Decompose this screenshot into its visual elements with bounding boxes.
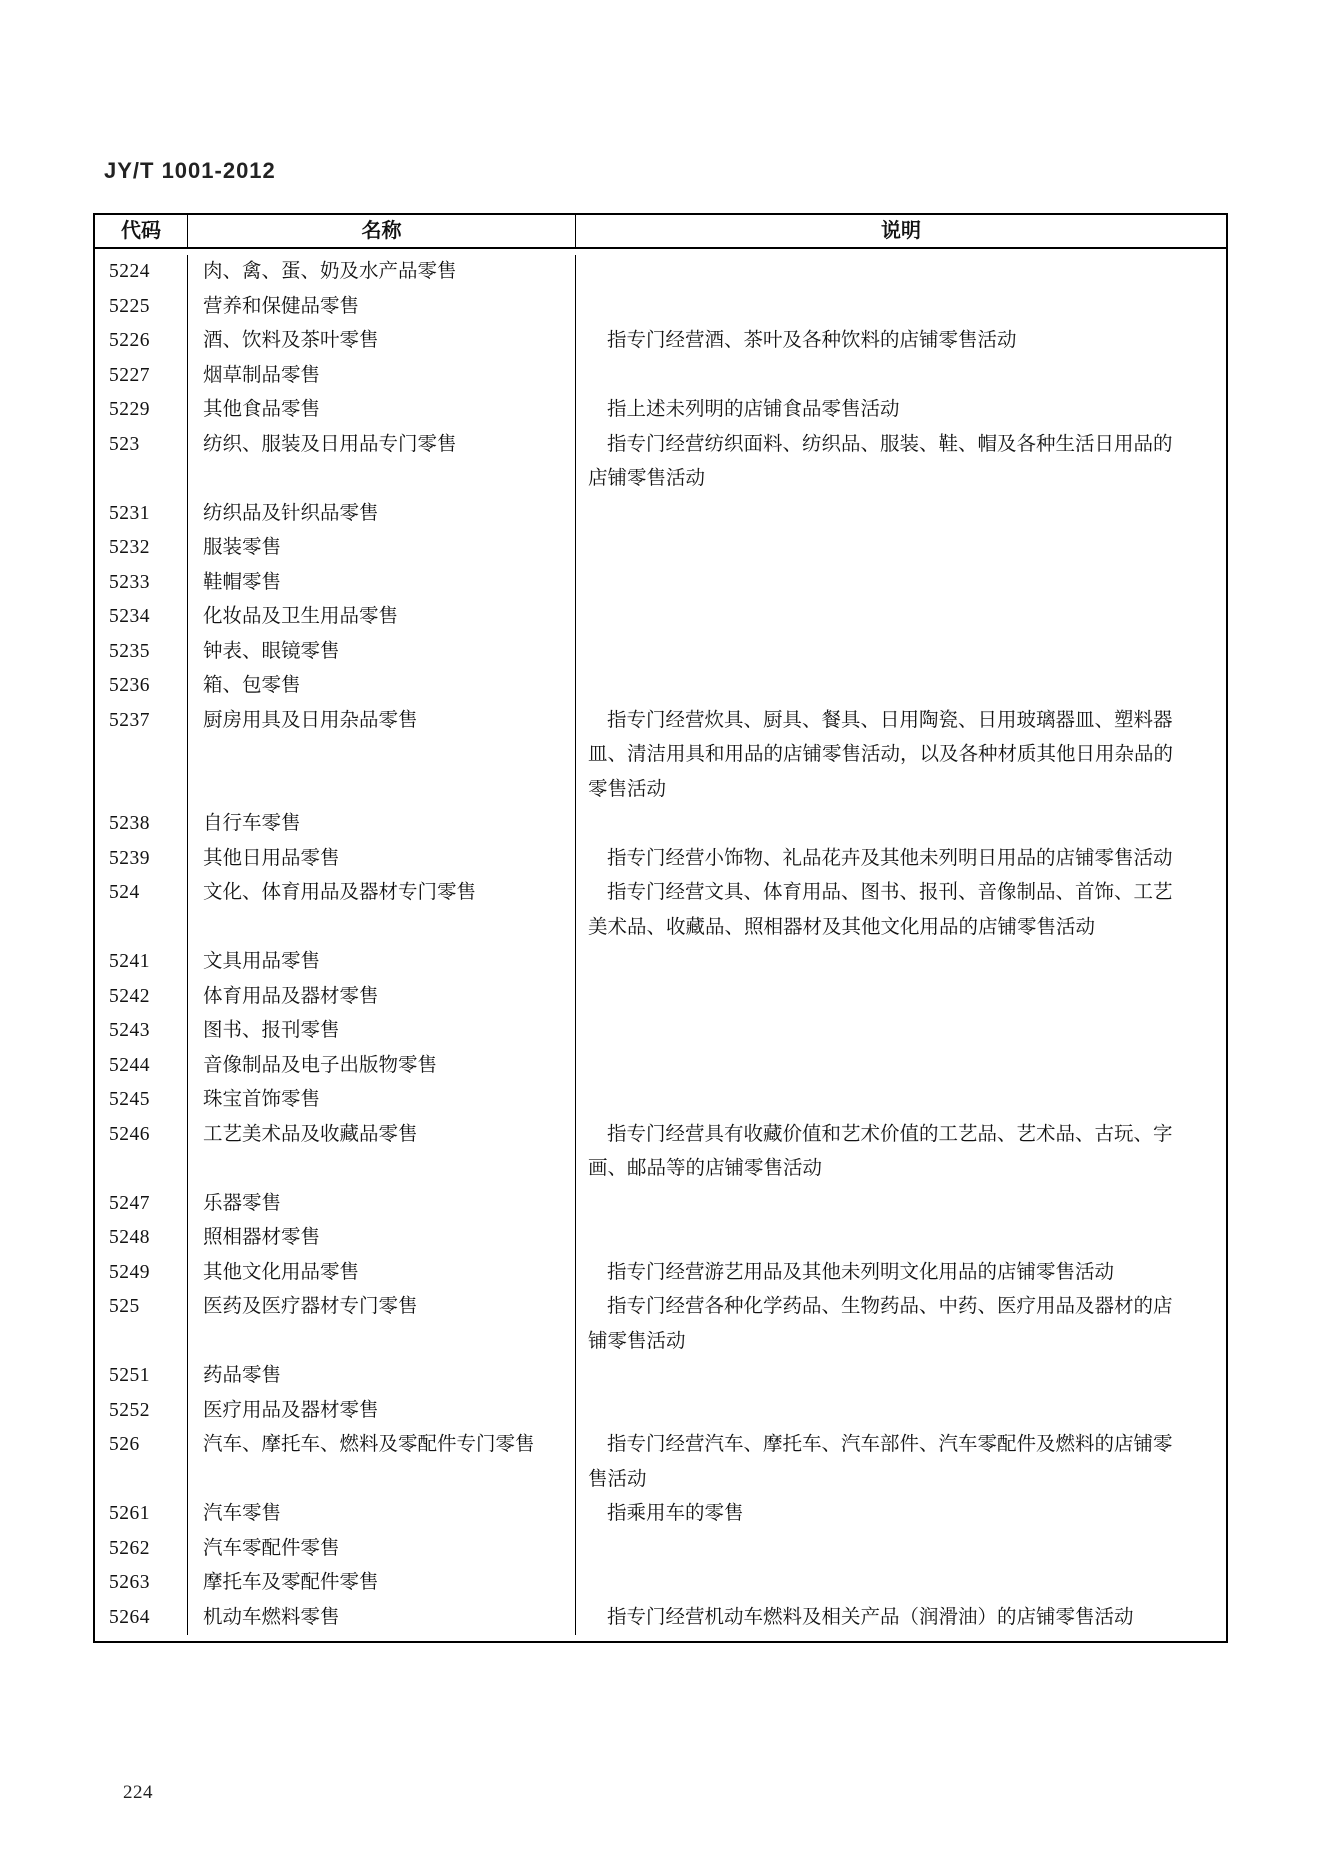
row-name: 汽车、摩托车、燃料及零配件专门零售: [187, 1428, 575, 1497]
row-name: 自行车零售: [187, 807, 575, 842]
row-description: [575, 1083, 1226, 1118]
row-description: [575, 566, 1226, 601]
table-row: [95, 359, 1226, 394]
row-code: 5245: [109, 1089, 150, 1110]
row-description: [575, 842, 1226, 877]
row-code: 5231: [109, 502, 150, 524]
description-line: 指专门经营酒、茶叶及各种饮料的店铺零售活动: [607, 330, 1017, 351]
row-name: 体育用品及器材零售: [187, 980, 575, 1015]
row-code: 5235: [109, 640, 150, 662]
standard-number: JY/T 1001-2012: [104, 158, 276, 183]
description-line: 指专门经营炊具、厨具、餐具、日用陶瓷、日用玻璃器皿、塑料器: [607, 709, 1173, 731]
row-code: 5229: [109, 399, 150, 420]
row-description: [575, 1014, 1226, 1049]
row-description: [575, 876, 1226, 945]
row-code: 5226: [109, 330, 150, 351]
row-code: 5242: [109, 985, 150, 1007]
row-code: 5246: [109, 1123, 150, 1145]
row-code: 5243: [109, 1020, 150, 1041]
row-name: 箱、包零售: [187, 669, 575, 704]
page-number: 224: [123, 1782, 153, 1803]
table-row: [95, 1566, 1226, 1601]
row-description: [575, 531, 1226, 566]
row-name: 文具用品零售: [187, 945, 575, 980]
table-row: [95, 945, 1226, 980]
row-name: 厨房用具及日用杂品零售: [187, 704, 575, 808]
row-code: 5237: [109, 709, 150, 731]
row-description: [575, 600, 1226, 635]
row-description: [575, 807, 1226, 842]
row-name: 药品零售: [187, 1359, 575, 1394]
table-row: [95, 1118, 1226, 1187]
description-line: 铺零售活动: [588, 1330, 686, 1352]
table-header-row: [95, 215, 1226, 249]
table-row: [95, 255, 1226, 290]
row-code: 5261: [109, 1503, 150, 1524]
table-row: [95, 1428, 1226, 1497]
row-code: 5247: [109, 1192, 150, 1214]
row-description: [575, 980, 1226, 1015]
row-name: 汽车零配件零售: [187, 1532, 575, 1567]
row-name: 鞋帽零售: [187, 566, 575, 601]
row-description: [575, 945, 1226, 980]
row-code: 5225: [109, 295, 150, 317]
row-code: 5241: [109, 951, 150, 972]
row-description: [575, 1049, 1226, 1084]
table-row: [95, 1083, 1226, 1118]
row-description: [575, 290, 1226, 325]
row-name: 珠宝首饰零售: [187, 1083, 575, 1118]
row-name: 烟草制品零售: [187, 359, 575, 394]
row-code: 5262: [109, 1537, 150, 1559]
row-description: [575, 1290, 1226, 1359]
row-code: 523: [109, 433, 140, 455]
row-name: 工艺美术品及收藏品零售: [187, 1118, 575, 1187]
table-row: [95, 1394, 1226, 1429]
row-code: 5249: [109, 1261, 150, 1283]
row-description: [575, 428, 1226, 497]
table-row: [95, 600, 1226, 635]
row-name: 汽车零售: [187, 1497, 575, 1532]
row-code: 5248: [109, 1227, 150, 1248]
row-name: 营养和保健品零售: [187, 290, 575, 325]
row-description: [575, 1394, 1226, 1429]
table-row: [95, 393, 1226, 428]
description-line: 指乘用车的零售: [607, 1503, 744, 1524]
table-row: [95, 428, 1226, 497]
row-description: [575, 1532, 1226, 1567]
table-row: [95, 1049, 1226, 1084]
table-row: [95, 842, 1226, 877]
row-description: [575, 324, 1226, 359]
description-line: 售活动: [588, 1468, 647, 1490]
row-description: [575, 255, 1226, 290]
row-name: 图书、报刊零售: [187, 1014, 575, 1049]
row-code: 5234: [109, 606, 150, 627]
table-body: [95, 249, 1226, 1641]
row-name: 文化、体育用品及器材专门零售: [187, 876, 575, 945]
column-header-description: 说明: [575, 215, 1226, 247]
table-row: [95, 1601, 1226, 1636]
row-description: [575, 635, 1226, 670]
row-name: 肉、禽、蛋、奶及水产品零售: [187, 255, 575, 290]
row-code: 5232: [109, 537, 150, 558]
table-row: [95, 1497, 1226, 1532]
row-description: [575, 1566, 1226, 1601]
description-line: 零售活动: [588, 778, 667, 800]
row-name: 酒、饮料及茶叶零售: [187, 324, 575, 359]
table-row: [95, 1256, 1226, 1291]
row-description: [575, 669, 1226, 704]
description-line: 画、邮品等的店铺零售活动: [588, 1158, 823, 1179]
column-header-code: 代码: [121, 220, 161, 242]
description-line: 指专门经营小饰物、礼品花卉及其他未列明日用品的店铺零售活动: [607, 847, 1173, 869]
row-code: 5224: [109, 261, 150, 282]
row-code: 5251: [109, 1365, 150, 1386]
row-name: 纺织品及针织品零售: [187, 497, 575, 532]
row-name: 钟表、眼镜零售: [187, 635, 575, 670]
row-name: 其他日用品零售: [187, 842, 575, 877]
row-description: [575, 1497, 1226, 1532]
row-code: 5252: [109, 1399, 150, 1421]
description-line: 指专门经营具有收藏价值和艺术价值的工艺品、艺术品、古玩、字: [607, 1123, 1173, 1145]
row-description: [575, 1428, 1226, 1497]
row-description: [575, 1359, 1226, 1394]
row-code: 5227: [109, 364, 150, 386]
row-description: [575, 497, 1226, 532]
description-line: 店铺零售活动: [588, 468, 706, 489]
classification-table: [93, 213, 1228, 1643]
row-name: 化妆品及卫生用品零售: [187, 600, 575, 635]
row-description: [575, 393, 1226, 428]
row-name: 照相器材零售: [187, 1221, 575, 1256]
row-description: [575, 704, 1226, 808]
row-name: 医药及医疗器材专门零售: [187, 1290, 575, 1359]
table-row: [95, 635, 1226, 670]
row-code: 5238: [109, 813, 150, 834]
description-line: 指专门经营文具、体育用品、图书、报刊、音像制品、首饰、工艺: [607, 882, 1173, 903]
table-row: [95, 1290, 1226, 1359]
row-name: 机动车燃料零售: [187, 1601, 575, 1636]
row-code: 5233: [109, 571, 150, 593]
table-row: [95, 1187, 1226, 1222]
table-row: [95, 876, 1226, 945]
row-code: 5239: [109, 847, 150, 869]
description-line: 指专门经营纺织面料、纺织品、服装、鞋、帽及各种生活日用品的: [607, 433, 1173, 455]
row-name: 其他食品零售: [187, 393, 575, 428]
description-line: 指上述未列明的店铺食品零售活动: [607, 399, 900, 420]
table-row: [95, 531, 1226, 566]
row-name: 音像制品及电子出版物零售: [187, 1049, 575, 1084]
row-name: 服装零售: [187, 531, 575, 566]
row-description: [575, 1221, 1226, 1256]
description-line: 指专门经营游艺用品及其他未列明文化用品的店铺零售活动: [607, 1261, 1115, 1283]
description-line: 指专门经营汽车、摩托车、汽车部件、汽车零配件及燃料的店铺零: [607, 1434, 1173, 1455]
row-name: 乐器零售: [187, 1187, 575, 1222]
table-row: [95, 669, 1226, 704]
row-code: 5263: [109, 1572, 150, 1593]
row-code: 525: [109, 1296, 140, 1317]
table-row: [95, 566, 1226, 601]
table-row: [95, 1014, 1226, 1049]
table-row: [95, 704, 1226, 808]
row-description: [575, 1187, 1226, 1222]
row-name: 医疗用品及器材零售: [187, 1394, 575, 1429]
table-row: [95, 324, 1226, 359]
row-name: 摩托车及零配件零售: [187, 1566, 575, 1601]
table-row: [95, 807, 1226, 842]
row-name: 其他文化用品零售: [187, 1256, 575, 1291]
description-line: 美术品、收藏品、照相器材及其他文化用品的店铺零售活动: [588, 916, 1096, 938]
row-code: 5236: [109, 675, 150, 696]
table-row: [95, 497, 1226, 532]
table-row: [95, 1359, 1226, 1394]
row-description: [575, 359, 1226, 394]
row-code: 5264: [109, 1606, 150, 1628]
row-code: 5244: [109, 1054, 150, 1076]
table-row: [95, 1532, 1226, 1567]
row-description: [575, 1118, 1226, 1187]
row-code: 524: [109, 882, 140, 903]
row-name: 纺织、服装及日用品专门零售: [187, 428, 575, 497]
table-row: [95, 980, 1226, 1015]
description-line: 指专门经营机动车燃料及相关产品（润滑油）的店铺零售活动: [607, 1606, 1134, 1628]
description-line: 指专门经营各种化学药品、生物药品、中药、医疗用品及器材的店: [607, 1296, 1173, 1317]
row-description: [575, 1256, 1226, 1291]
description-line: 皿、清洁用具和用品的店铺零售活动，以及各种材质其他日用杂品的: [588, 744, 1174, 765]
table-row: [95, 1221, 1226, 1256]
row-description: [575, 1601, 1226, 1636]
table-row: [95, 290, 1226, 325]
row-code: 526: [109, 1434, 140, 1455]
column-header-name: 名称: [187, 215, 575, 247]
